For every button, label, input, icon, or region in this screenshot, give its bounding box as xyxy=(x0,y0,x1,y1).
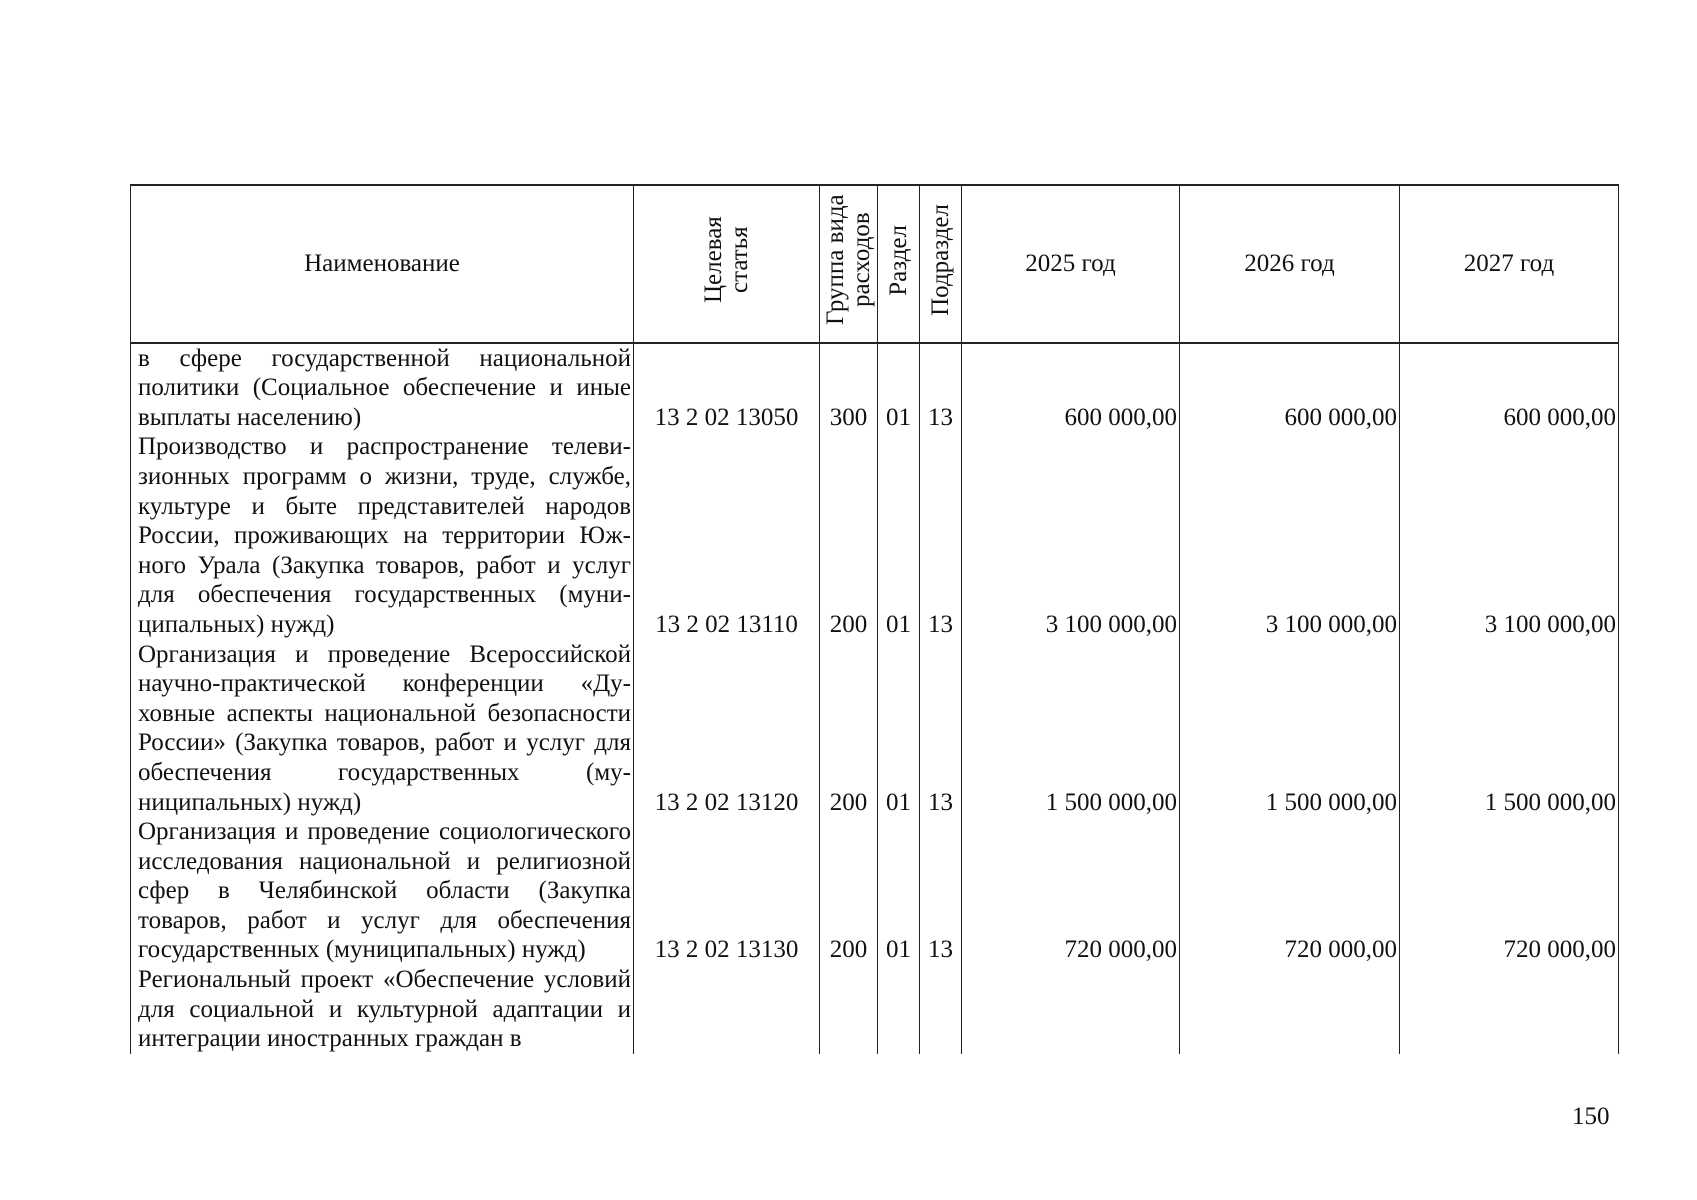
row-2026: 720 000,00 xyxy=(1180,817,1400,965)
header-2025: 2025 год xyxy=(962,185,1180,343)
table-row xyxy=(131,343,1619,433)
row-expense-group xyxy=(820,965,878,1054)
table-row xyxy=(131,965,1619,1054)
row-name: в сфере государственной национальной политики (Социальное обеспечение и иные выплаты населению) xyxy=(131,343,634,433)
row-name: Региональный проект «Обеспечение условий для социальной и культурной адаптации и интеграции иностранных граждан в xyxy=(131,965,634,1054)
table-row xyxy=(131,640,1619,818)
table-row xyxy=(131,432,1619,639)
header-target-article: Целевая статья xyxy=(634,185,820,343)
row-2026: 1 500 000,00 xyxy=(1180,640,1400,818)
row-target-article: 13 2 02 13120 xyxy=(634,640,820,818)
row-2027 xyxy=(1400,965,1619,1054)
row-2025: 720 000,00 xyxy=(962,817,1180,965)
row-section: 01 xyxy=(878,432,920,639)
header-2026: 2026 год xyxy=(1180,185,1400,343)
row-2027: 720 000,00 xyxy=(1400,817,1619,965)
row-expense-group: 200 xyxy=(820,817,878,965)
row-2025: 3 100 000,00 xyxy=(962,432,1180,639)
row-subsection: 13 xyxy=(920,817,962,965)
row-2025: 1 500 000,00 xyxy=(962,640,1180,818)
row-2027: 1 500 000,00 xyxy=(1400,640,1619,818)
row-expense-group: 200 xyxy=(820,640,878,818)
row-section: 01 xyxy=(878,640,920,818)
row-2027: 3 100 000,00 xyxy=(1400,432,1619,639)
row-target-article: 13 2 02 13130 xyxy=(634,817,820,965)
header-subsection: Подраздел xyxy=(920,185,962,343)
page-number: 150 xyxy=(1572,1103,1610,1130)
budget-table xyxy=(130,184,1619,1054)
row-name: Организация и проведение социологического исследования национальной и религиозной сфер в Челябинской области (Закупка товаров, работ и услуг для обеспечения государственных (муниципальных) нужд) xyxy=(131,817,634,965)
row-2026 xyxy=(1180,965,1400,1054)
header-expense-group: Группа вида расходов xyxy=(820,185,878,343)
row-expense-group: 300 xyxy=(820,343,878,433)
table-row xyxy=(131,817,1619,965)
row-subsection: 13 xyxy=(920,432,962,639)
row-target-article: 13 2 02 13050 xyxy=(634,343,820,433)
row-section xyxy=(878,965,920,1054)
row-subsection: 13 xyxy=(920,343,962,433)
header-name: Наименование xyxy=(131,185,634,343)
row-section: 01 xyxy=(878,817,920,965)
row-target-article xyxy=(634,965,820,1054)
row-2026: 3 100 000,00 xyxy=(1180,432,1400,639)
row-subsection: 13 xyxy=(920,640,962,818)
row-2027: 600 000,00 xyxy=(1400,343,1619,433)
row-target-article: 13 2 02 13110 xyxy=(634,432,820,639)
header-2027: 2027 год xyxy=(1400,185,1619,343)
row-name: Организация и проведение Всероссийской научно-практической конференции «Духовные аспекты национальной безопасности России» (Закупка товаров, работ и услуг для обеспечения государственных (муниципальных) нужд) xyxy=(131,640,634,818)
header-section: Раздел xyxy=(878,185,920,343)
row-subsection xyxy=(920,965,962,1054)
row-2026: 600 000,00 xyxy=(1180,343,1400,433)
row-name: Производство и распространение телевизионных программ о жизни, труде, службе, культуре и быте представителей народов России, проживающих на территории Южного Урала (Закупка товаров, работ и услуг для обеспечения государственных (муниципальных) нужд) xyxy=(131,432,634,639)
header-row xyxy=(131,185,1619,343)
row-section: 01 xyxy=(878,343,920,433)
row-expense-group: 200 xyxy=(820,432,878,639)
row-2025 xyxy=(962,965,1180,1054)
row-2025: 600 000,00 xyxy=(962,343,1180,433)
